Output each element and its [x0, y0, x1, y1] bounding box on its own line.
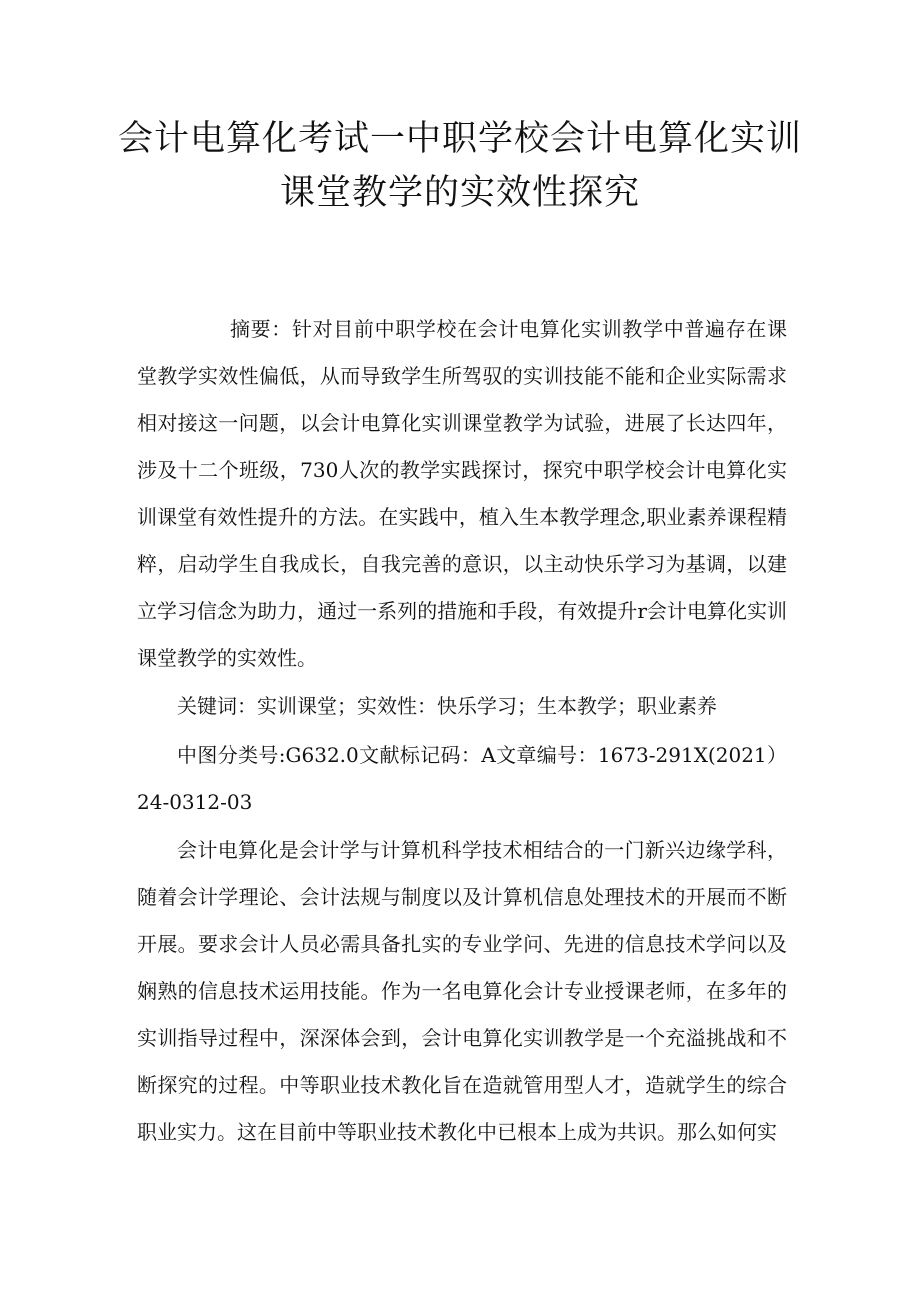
classification-info: 中图分类号:G632.0文献标记码：A文章编号：1673-291X(2021）24-0312-03 — [137, 743, 787, 814]
body-paragraph: 会计电算化是会计学与计算机科学技术相结合的一门新兴边缘学科，随着会计学理论、会计法规与制度以及计算机信息处理技术的开展而不断开展。要求会计人员必需具备扎实的专业学问、先进的信息技术学问以及娴熟的信息技术运用技能。作为一名电算化会计专业授课老师，在多年的实训指导过程中，深深体会到，会计电算化实训教学是一个充溢挑战和不断探究的过程。中等职业技术教化旨在造就管用型人才，造就学生的综合职业实力。这在目前中等职业技术教化中已根本上成为共识。那么如何实 — [137, 838, 787, 1144]
document-title-line-2: 课堂教学的实效性探究 — [279, 173, 640, 213]
keywords-line: 关键词：实训课堂；实效性：快乐学习；生本教学；职业素养 — [177, 694, 717, 718]
abstract-paragraph: 摘要：针对目前中职学校在会计电算化实训教学中普遍存在课堂教学实效性偏低，从而导致学生所驾驭的实训技能不能和企业实际需求相对接这一问题，以会计电算化实训课堂教学为试验，进展了长达四年，涉及十二个班级，730人次的教学实践探讨，探究中职学校会计电算化实训课堂有效性提升的方法。在实践中，植入生本教学理念,职业素养课程精粹，启动学生自我成长，自我完善的意识，以主动快乐学习为基调，以建立学习信念为助力，通过一系列的措施和手段，有效提升r会计电算化实训课堂教学的实效性。 — [137, 317, 787, 670]
document-title-line-1: 会计电算化考试一中职学校会计电算化实训 — [117, 119, 802, 159]
